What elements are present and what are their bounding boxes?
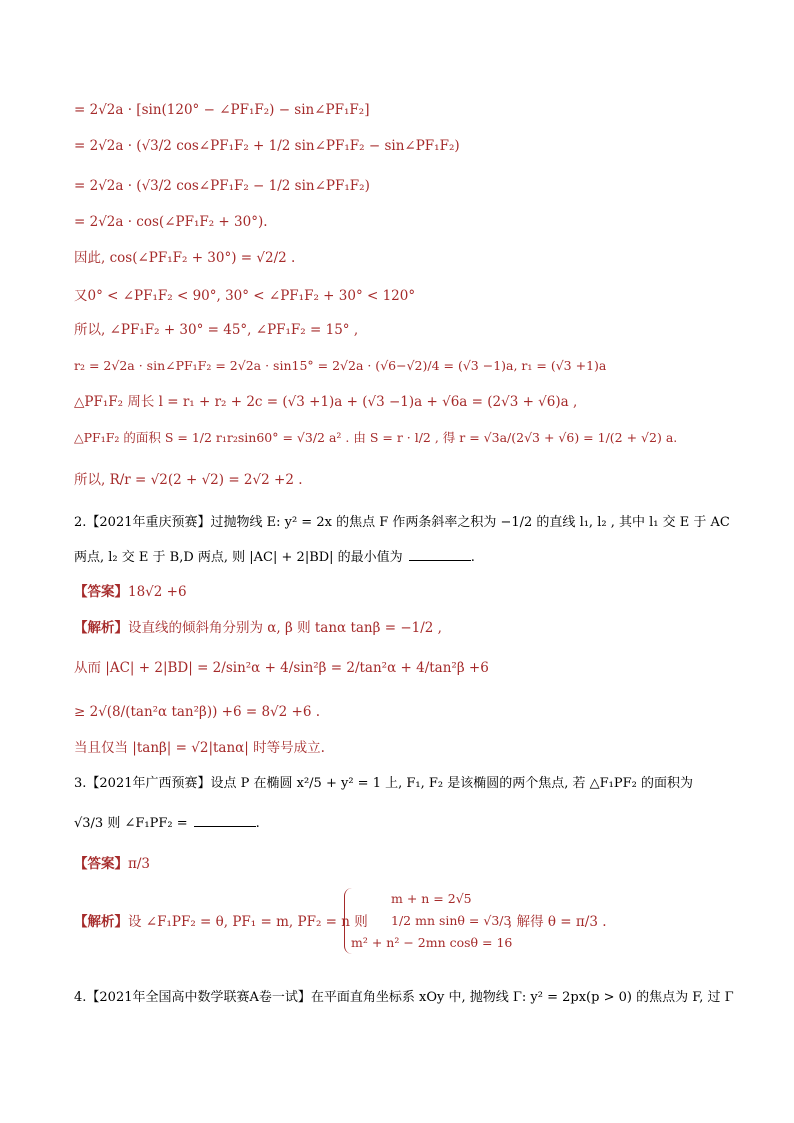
- q3-statement-line-1: 3.【2021年广西预赛】设点 P 在椭圆 x²/5 + y² = 1 上, F₁, F₂ 是该椭圆的两个焦点, 若 △F₁PF₂ 的面积为: [74, 776, 693, 791]
- q3-answer-tag: 【答案】: [74, 856, 128, 872]
- q3-system-eq-3: m² + n² − 2mn cosθ = 16: [351, 935, 513, 950]
- q2-answer-value: 18√2 +6: [128, 584, 187, 600]
- q2-answer-tag: 【答案】: [74, 584, 128, 600]
- solution-line-1: = 2√2a · [sin(120° − ∠PF₁F₂) − sin∠PF₁F₂]: [74, 102, 370, 118]
- q3-answer-blank: [194, 826, 256, 827]
- q2-analysis-line-2: 从而 |AC| + 2|BD| = 2/sin²α + 4/sin²β = 2/tan²α + 4/tan²β +6: [74, 660, 489, 676]
- q3-statement-line-2: [74, 814, 260, 834]
- q4-statement-line-1: 4.【2021年全国高中数学联赛A卷一试】在平面直角坐标系 xOy 中, 抛物线 Γ: y² = 2px(p > 0) 的焦点为 F, 过 Γ: [74, 990, 734, 1005]
- q3-analysis: [74, 912, 368, 932]
- q3-analysis-result: , 解得 θ = π/3 .: [508, 914, 607, 930]
- solution-line-6: 又0° < ∠PF₁F₂ < 90°, 30° < ∠PF₁F₂ + 30° < 120°: [74, 288, 416, 304]
- q3-system-eq-1: m + n = 2√5: [391, 891, 472, 906]
- q2-answer: [74, 582, 187, 602]
- solution-line-11: 所以, R/r = √2(2 + √2) = 2√2 +2 .: [74, 472, 303, 488]
- q2-answer-blank: [409, 560, 471, 561]
- q2-analysis-tag: 【解析】: [74, 620, 128, 636]
- q3-statement-text: √3/3 则 ∠F₁PF₂ =: [74, 816, 188, 831]
- solution-line-5: 因此, cos(∠PF₁F₂ + 30°) = √2/2 .: [74, 250, 296, 266]
- q3-analysis-text: 设 ∠F₁PF₂ = θ, PF₁ = m, PF₂ = n 则: [128, 914, 368, 930]
- q3-period: .: [255, 816, 260, 831]
- q2-statement-line-1: 2.【2021年重庆预赛】过抛物线 E: y² = 2x 的焦点 F 作两条斜率之积为 −1/2 的直线 l₁, l₂ , 其中 l₁ 交 E 于 AC: [74, 515, 730, 530]
- q3-equation-system: [344, 888, 512, 954]
- q3-system-eq-2: 1/2 mn sinθ = √3/3: [391, 913, 512, 928]
- solution-line-2: = 2√2a · (√3/2 cos∠PF₁F₂ + 1/2 sin∠PF₁F₂ − sin∠PF₁F₂): [74, 138, 460, 154]
- solution-line-10: △PF₁F₂ 的面积 S = 1/2 r₁r₂sin60° = √3/2 a² . 由 S = r · l/2 , 得 r = √3a/(2√3 + √6) = 1/(2 + √2) a.: [74, 430, 678, 445]
- q2-analysis-line-3: ≥ 2√(8/(tan²α tan²β)) +6 = 8√2 +6 .: [74, 704, 321, 720]
- solution-line-9: △PF₁F₂ 周长 l = r₁ + r₂ + 2c = (√3 +1)a + (√3 −1)a + √6a = (2√3 + √6)a ,: [74, 394, 578, 410]
- q3-analysis-tag: 【解析】: [74, 914, 128, 930]
- solution-line-4: = 2√2a · cos(∠PF₁F₂ + 30°).: [74, 214, 268, 230]
- solution-line-3: = 2√2a · (√3/2 cos∠PF₁F₂ − 1/2 sin∠PF₁F₂): [74, 178, 370, 194]
- solution-line-8: r₂ = 2√2a · sin∠PF₁F₂ = 2√2a · sin15° = 2√2a · (√6−√2)/4 = (√3 −1)a, r₁ = (√3 +1)a: [74, 358, 607, 373]
- q2-statement-text: 两点, l₂ 交 E 于 B,D 两点, 则 |AC| + 2|BD| 的最小值为: [74, 550, 403, 565]
- q3-answer-value: π/3: [128, 856, 151, 872]
- q2-analysis-line-4: 当且仅当 |tanβ| = √2|tanα| 时等号成立.: [74, 740, 325, 756]
- q2-analysis-line-1: [74, 618, 442, 638]
- solution-line-7: 所以, ∠PF₁F₂ + 30° = 45°, ∠PF₁F₂ = 15° ,: [74, 322, 359, 338]
- q2-statement-line-2: [74, 548, 475, 568]
- q2-analysis-text-1: 设直线的倾斜角分别为 α, β 则 tanα tanβ = −1/2 ,: [128, 620, 442, 636]
- q3-answer: [74, 854, 150, 874]
- q2-period: .: [470, 550, 475, 565]
